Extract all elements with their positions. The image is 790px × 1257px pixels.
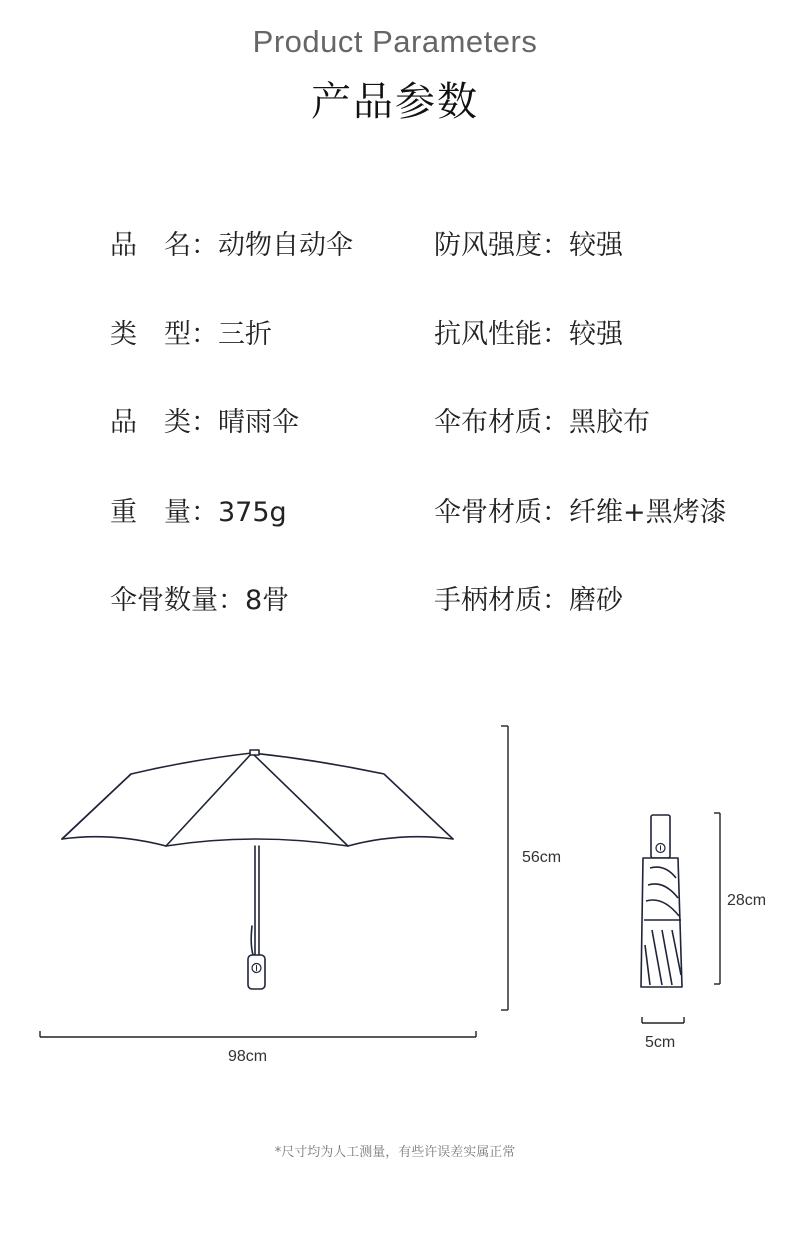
param-fabric-label: 伞布材质： [434, 407, 569, 438]
param-type-label: 类 型： [110, 319, 218, 350]
param-fabric-value: 黑胶布 [569, 407, 650, 438]
param-wind-strength-value: 较强 [569, 230, 623, 261]
param-name-value: 动物自动伞 [218, 230, 353, 261]
folded-umbrella-icon [641, 815, 682, 987]
open-height-label: 56cm [522, 849, 562, 866]
folded-height-label: 28cm [727, 892, 767, 909]
title-english: Product Parameters [252, 24, 538, 59]
folded-width-dimension-line [642, 1017, 684, 1023]
param-rib-material-value: 纤维+黑烤漆 [569, 497, 727, 528]
param-weight-label: 重 量： [110, 497, 218, 528]
param-name-label: 品 名： [110, 230, 218, 261]
param-rib-count-label: 伞骨数量： [110, 585, 245, 616]
param-category-label: 品 类： [110, 407, 218, 438]
param-handle-material-value: 磨砂 [569, 585, 623, 616]
open-width-dimension-line [40, 1031, 476, 1037]
title-chinese: 产品参数 [311, 79, 479, 125]
folded-width-label: 5cm [645, 1034, 676, 1051]
param-weight-value: 375g [218, 497, 287, 528]
param-rib-count-value: 8骨 [245, 585, 290, 616]
param-wind-performance-label: 抗风性能： [434, 319, 569, 350]
param-type-value: 三折 [218, 319, 272, 350]
param-category-value: 晴雨伞 [218, 407, 299, 438]
folded-height-dimension-line [714, 813, 720, 984]
param-wind-performance-value: 较强 [569, 319, 623, 350]
open-umbrella-icon [62, 750, 453, 989]
open-width-label: 98cm [228, 1048, 268, 1065]
param-wind-strength-label: 防风强度： [434, 230, 569, 261]
param-rib-material-label: 伞骨材质： [434, 497, 569, 528]
param-handle-material-label: 手柄材质： [434, 585, 569, 616]
measurement-footnote: *尺寸均为人工测量，有些许误差实属正常 [274, 1145, 516, 1160]
open-height-dimension-line [501, 726, 508, 1010]
